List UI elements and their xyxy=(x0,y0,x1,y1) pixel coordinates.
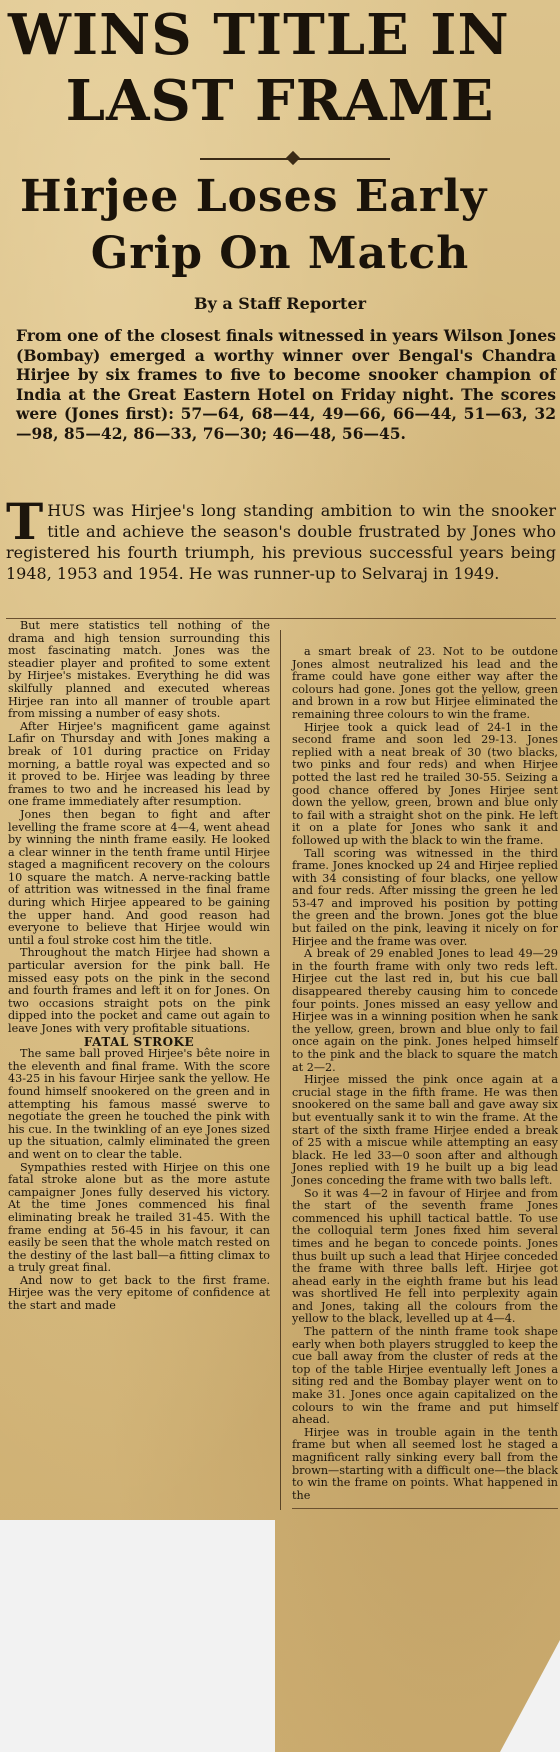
article-column-1 xyxy=(8,620,270,1313)
paragraph: Hirjee took a quick lead of 24-1 in the second frame and soon led 29-13. Jones replied with a neat break of 30 (two blacks, two pinks and four reds) and when Hirjee potted the last red he trailed 30-55. Seizing a good chance offered by Jones Hirjee sent down the yellow, green, brown and blue only to fail with a straight shot on the pink. He left it on a plate for Jones who sank it and followed up with the black to win the frame. xyxy=(292,720,558,847)
paragraph: The same ball proved Hirjee's bête noire in the eleventh and final frame. With the score 43-25 in his favour Hirjee sank the yellow. He found himself snookered on the green and in attempting his famous massé swerve to negotiate the green he touched the pink with his cue. In the twinkling of an eye Jones sized up the situation, calmly eliminated the green and went on to clear the table. xyxy=(8,1047,270,1161)
paragraph: a smart break of 23. Not to be outdone Jones almost neutralized his lead and the frame could have gone either way after the colours had gone. Jones got the yellow, green and brown in a row but Hirjee eliminated the remaining three colours to win the frame. xyxy=(292,645,558,721)
paragraph: But mere statistics tell nothing of the drama and high tension surrounding this most fascinating match. Jones was the steadier player and profited to some extent by Hirjee's mistakes. Everything he did was skilfully planned and executed whereas Hirjee ran into all manner of trouble apart from missing a number of easy shots. xyxy=(8,619,270,721)
paragraph: Throughout the match Hirjee had shown a particular aversion for the pink ball. He missed easy pots on the pink in the second and fourth frames and left it on for Jones. On two occasions straight pots on the pink dipped into the pocket and came out again to leave Jones with very profitable situations. xyxy=(8,946,270,1035)
background-area xyxy=(0,1520,275,1752)
lede-paragraph: From one of the closest finals witnessed in years Wilson Jones (Bombay) emerged a worthy winner over Bengal's Chandra Hirjee by six frames to five to become snooker champion of India at the Great Eastern Hotel on Friday night. The scores were (Jones first): 57—64, 68—44, 49—66, 66—44, 51—63, 32—98, 85—42, 86—33, 76—30; 46—48, 56—45. xyxy=(16,326,556,443)
column-divider xyxy=(280,630,281,1510)
paragraph: Hirjee missed the pink once again at a crucial stage in the fifth frame. He was then snookered on the same ball and gave away six but eventually sank it to win the frame. At the start of the sixth frame Hirjee ended a break of 25 with a miscue while attempting an easy black. He led 33—0 soon after and although Jones replied with 19 he built up a big lead Jones conceding the frame with two balls left. xyxy=(292,1073,558,1187)
paragraph: Hirjee was in trouble again in the tenth frame but when all seemed lost he staged a magnificent rally sinking every ball from the brown—starting with a difficult one—the black to win the frame on points. What happened in the xyxy=(292,1425,558,1502)
paragraph: After Hirjee's magnificent game against Lafir on Thursday and with Jones making a break of 101 during practice on Friday morning, a battle royal was expected and so it proved to be. Hirjee was leading by three frames to two and he increased his lead by one frame immediately after resumption. xyxy=(8,719,270,809)
paragraph: And now to get back to the first frame. Hirjee was the very epitome of confidence at the start and made xyxy=(8,1273,270,1313)
ornamental-rule xyxy=(200,158,390,160)
headline-line-2: LAST FRAME xyxy=(65,68,495,134)
headline-line-1: WINS TITLE IN xyxy=(8,2,510,68)
article-column-2 xyxy=(292,646,558,1502)
paragraph: The pattern of the ninth frame took shape early when both players struggled to keep the cue ball away from the cluster of reds at the top of the table Hirjee eventually left Jones a siting red and the Bombay player went on to make 31. Jones once again capitalized on the colours to win the frame and put himself ahead. xyxy=(292,1325,558,1427)
paragraph: A break of 29 enabled Jones to lead 49—29 in the fourth frame with only two reds left. Hirjee cut the last red in, but his cue ball disappeared thereby causing him to concede four points. Jones missed an easy yellow and Hirjee was in a winning position when he sank the yellow, green, brown and blue only to fail once again on the pink. Jones helped himself to the pink and the black to square the match at 2—2. xyxy=(292,947,558,1074)
torn-corner xyxy=(500,1640,560,1752)
drop-cap: T xyxy=(6,492,44,551)
paragraph: Sympathies rested with Hirjee on this one fatal stroke alone but as the more astute campaigner Jones fully deserved his victory. At the time Jones commenced his final eliminating break he trailed 31-45. With the frame ending at 56-45 in his favour, it can easily be seen that the whole match rested on the destiny of the last ball—a fitting climax to a truly great final. xyxy=(8,1160,270,1275)
column-rule xyxy=(292,1508,558,1509)
paragraph: So it was 4—2 in favour of Hirjee and from the start of the seventh frame Jones commenced his uphill tactical battle. To use the colloquial term Jones fixed him several times and he began to concede points. Jones thus built up such a lead that Hirjee conceded the frame with three balls left. Hirjee got ahead early in the eighth frame but his lead was shortlived He fell into perplexity again and Jones, taking all the colours from the yellow to the black, levelled up at 4—4. xyxy=(292,1186,558,1326)
paragraph: Jones then began to fight and after levelling the frame score at 4—4, went ahead by winning the ninth frame easily. He looked a clear winner in the tenth frame until Hirjee staged a magnificent recovery on the colours 10 square the match. A nerve-racking battle of attrition was witnessed in the final frame during which Hirjee appeared to be gaining the upper hand. And good reason had everyone to believe that Hirjee would win until a foul stroke cost him the title. xyxy=(8,807,270,947)
deck-line-2: Grip On Match xyxy=(90,228,470,279)
intro-paragraph xyxy=(6,492,556,584)
diamond-ornament-icon xyxy=(286,151,300,165)
subheading: FATAL STROKE xyxy=(83,1034,195,1049)
deck-line-1: Hirjee Loses Early xyxy=(20,171,488,222)
paragraph: Tall scoring was witnessed in the third frame. Jones knocked up 24 and Hirjee replied with 34 consisting of four blacks, one yellow and four reds. After missing the green he led 53-47 and improved his position by potting the green and the brown. Jones got the blue but failed on the pink, leaving it nicely on for Hirjee and the frame was over. xyxy=(292,846,558,948)
intro-text: HUS was Hirjee's long standing ambition to win the snooker title and achieve the season's double frustrated by Jones who registered his fourth triumph, his previous successful years being 1948, 1953 and 1954. He was runner-up to Selvaraj in 1949. xyxy=(6,501,556,583)
byline: By a Staff Reporter xyxy=(193,294,367,313)
